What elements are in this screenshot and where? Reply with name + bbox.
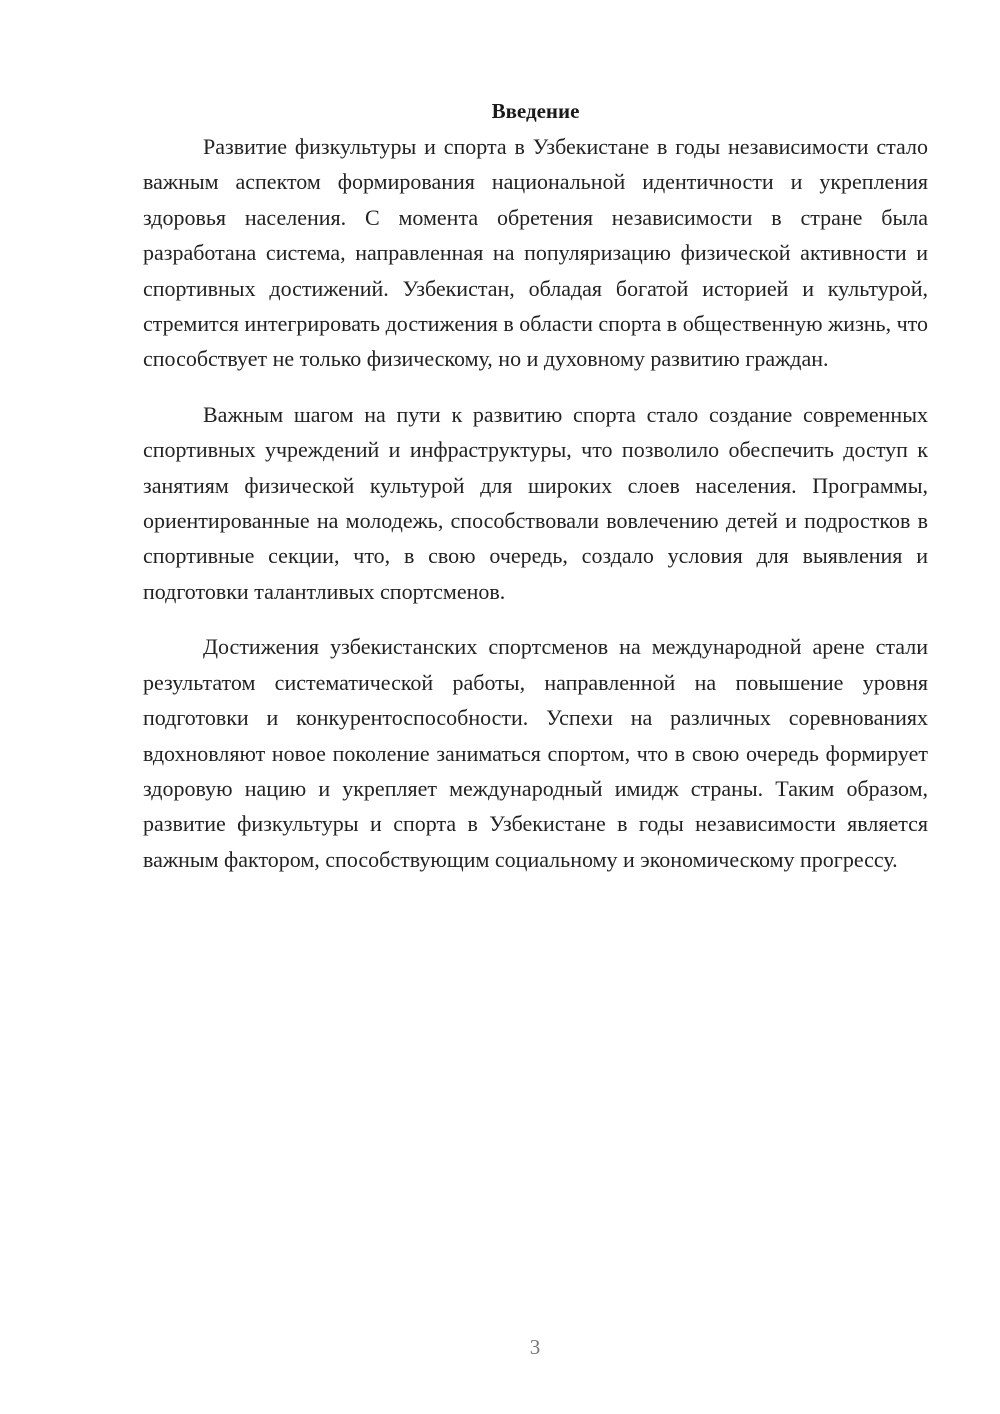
- paragraph-1: Развитие физкультуры и спорта в Узбекистане в годы независимости стало важным аспектом формирования национальной идентичности и укрепления здоровья населения. С момента обретения независимости в стране была разработана система, направленная на популяризацию физической активности и спортивных достижений. Узбекистан, обладая богатой историей и культурой, стремится интегрировать достижения в области спорта в общественную жизнь, что способствует не только физическому, но и духовному развитию граждан.: [143, 134, 928, 372]
- paragraph-3: Достижения узбекистанских спортсменов на международной арене стали результатом систематической работы, направленной на повышение уровня подготовки и конкурентоспособности. Успехи на различных соревнованиях вдохновляют новое поколение заниматься спортом, что в свою очередь формирует здоровую нацию и укрепляет международный имидж страны. Таким образом, развитие физкультуры и спорта в Узбекистане в годы независимости является важным фактором, способствующим социальному и экономическому прогрессу.: [143, 634, 928, 872]
- page-number: 3: [529, 1335, 541, 1359]
- page-content: [143, 94, 928, 877]
- section-title: Введение: [491, 99, 580, 123]
- paragraph-2: Важным шагом на пути к развитию спорта стало создание современных спортивных учреждений и инфраструктуры, что позволило обеспечить доступ к занятиям физической культурой для широких слоев населения. Программы, ориентированные на молодежь, способствовали вовлечению детей и подростков в спортивные секции, что, в свою очередь, создало условия для выявления и подготовки талантливых спортсменов.: [143, 401, 928, 604]
